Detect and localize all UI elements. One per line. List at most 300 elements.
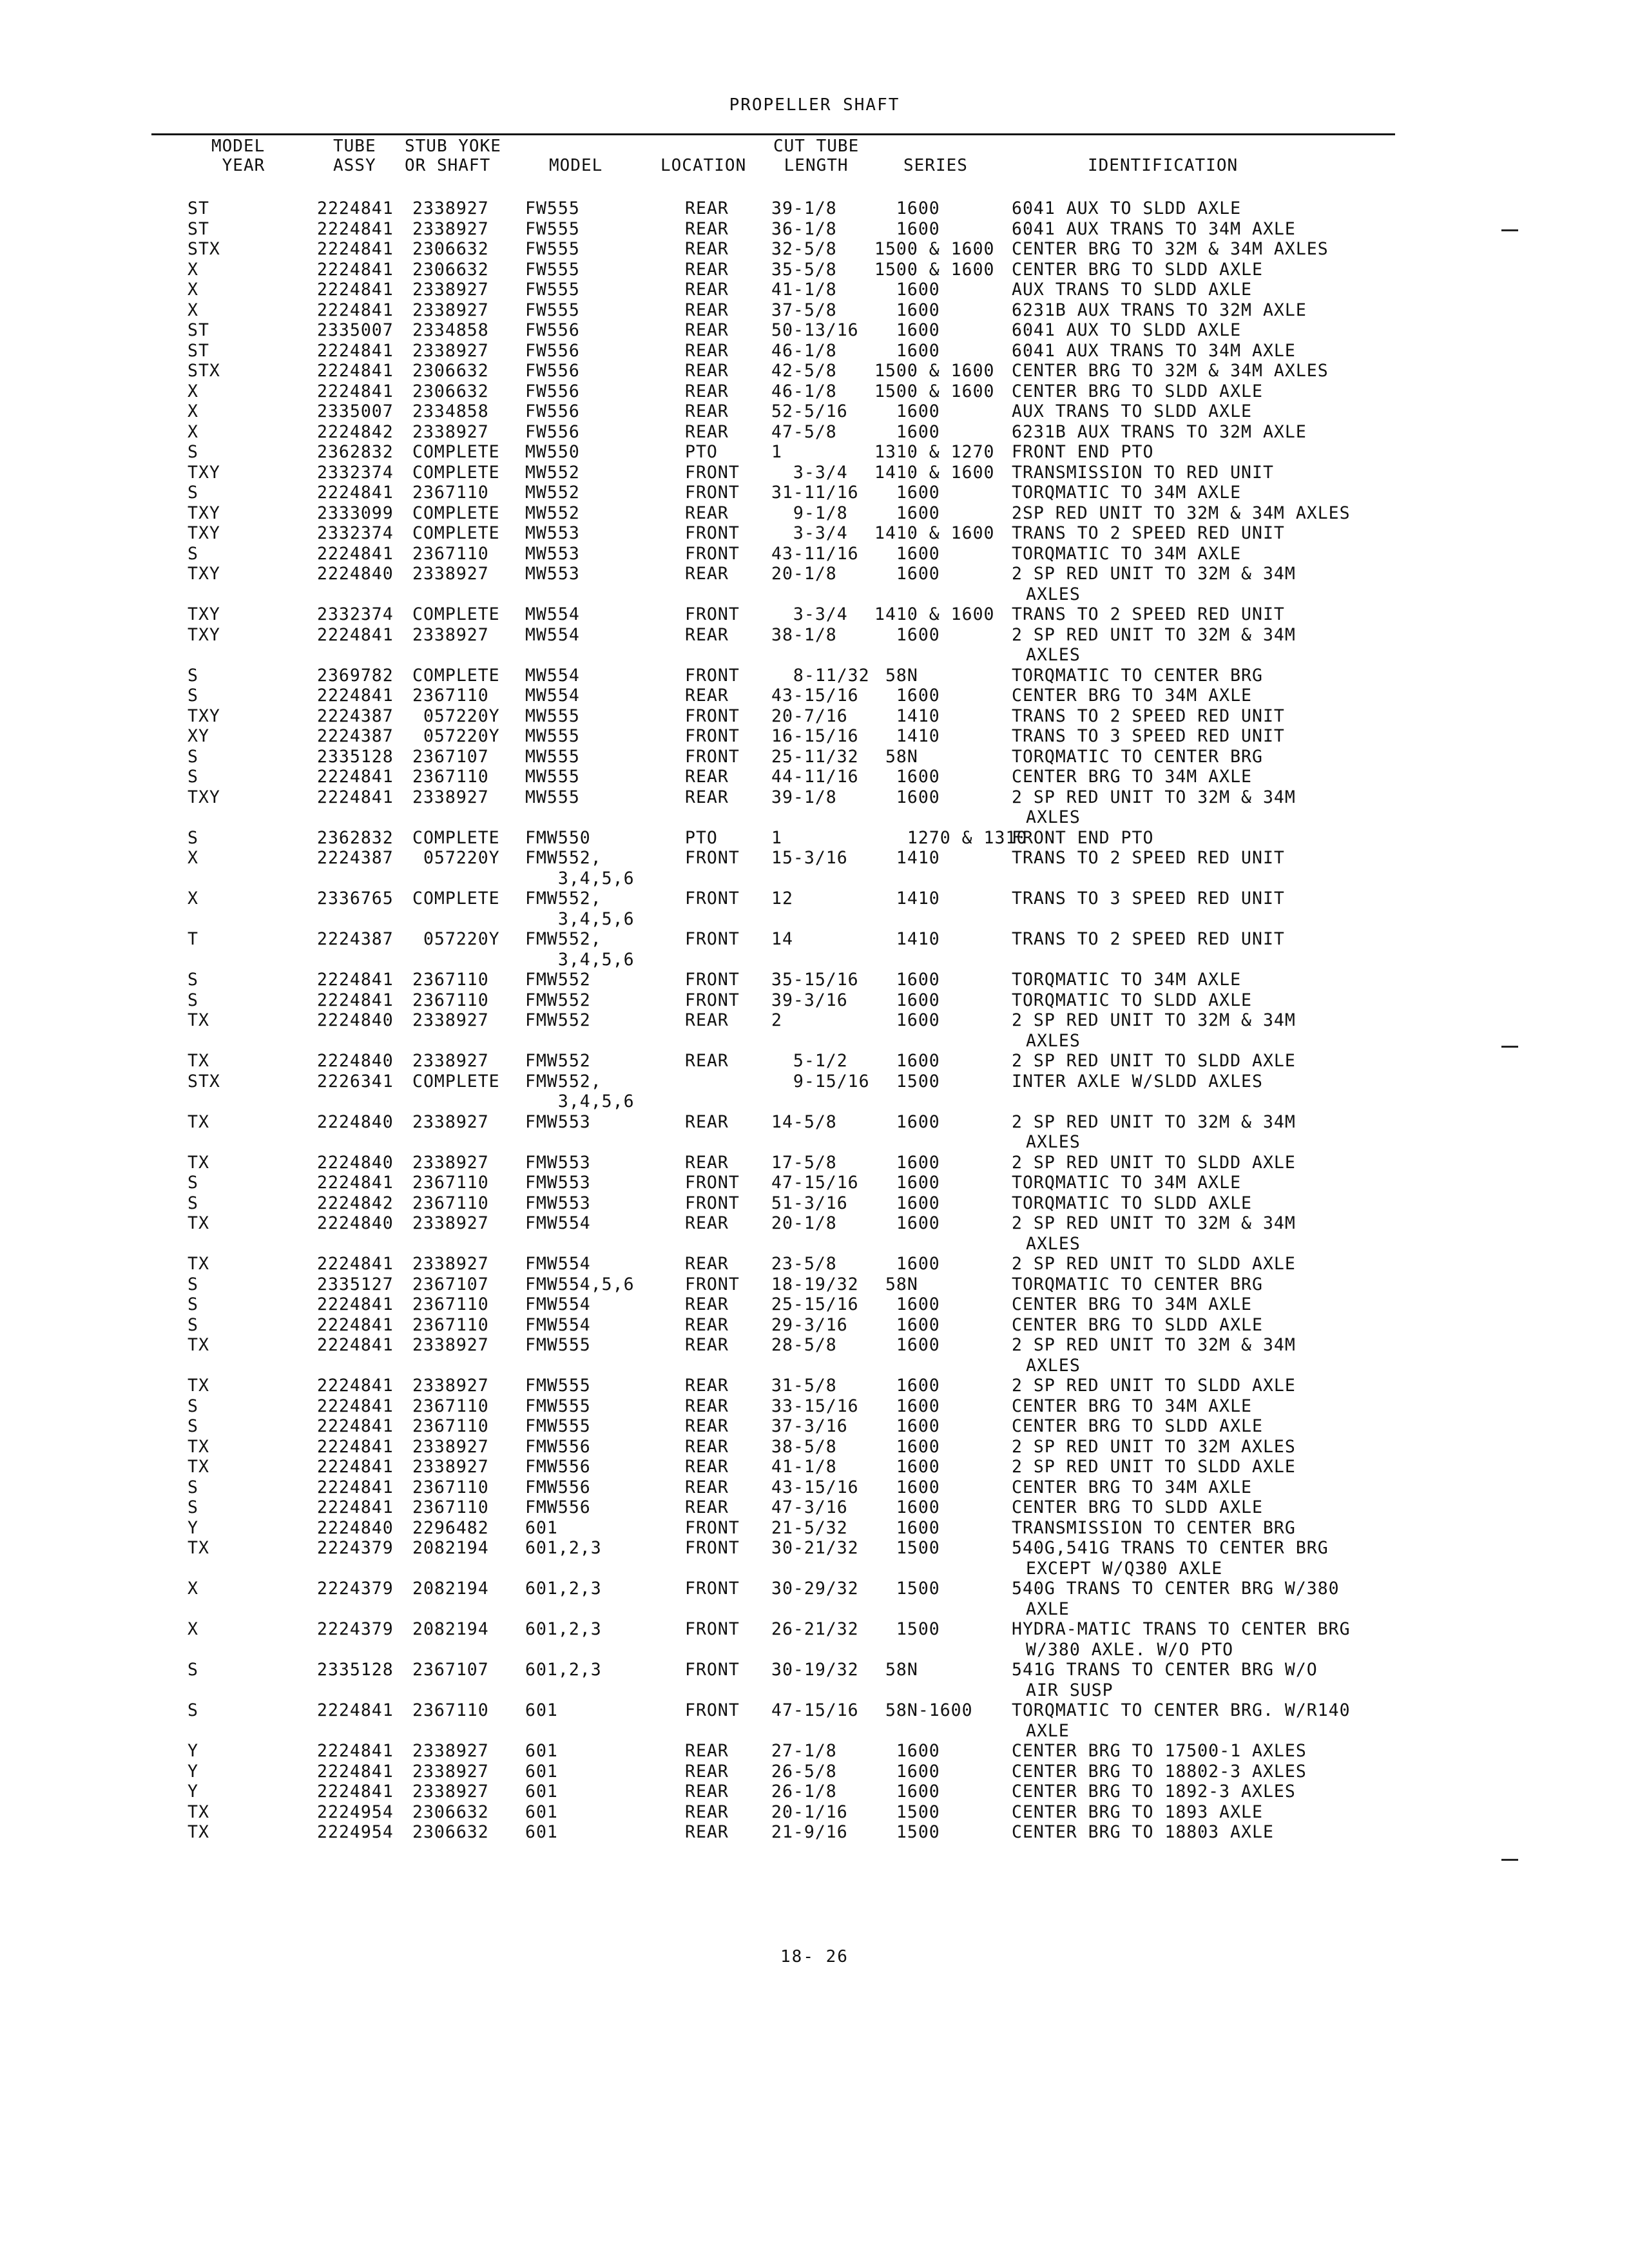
table-row — [0, 1072, 1629, 1092]
cell-ident: 540G,541G TRANS TO CENTER BRG — [1012, 1538, 1329, 1558]
cell-stub: 2338927 — [412, 1254, 489, 1274]
cell-tube: 2224379 — [317, 1619, 394, 1639]
cell-ident: 541G TRANS TO CENTER BRG W/O — [1012, 1660, 1318, 1680]
cell-model: MW552 — [525, 503, 580, 523]
cell-loc: REAR — [685, 340, 729, 361]
cell-loc: FRONT — [685, 483, 740, 503]
cell-ident: TRANS TO 2 SPEED RED UNIT — [1012, 706, 1285, 726]
cell-ident: CENTER BRG TO 1892-3 AXLES — [1012, 1782, 1296, 1802]
cell-series: 1600 — [874, 1213, 940, 1233]
cell-stub: COMPLETE — [412, 442, 500, 462]
cell-tube: 2224387 — [317, 929, 394, 949]
cell-stub: 2338927 — [412, 1051, 489, 1071]
cell-len: 51-3/16 — [771, 1193, 848, 1213]
cell-model: MW554 — [525, 686, 580, 706]
cell-year: ST — [188, 198, 209, 218]
cell-stub: 2338927 — [412, 1111, 489, 1132]
cell-year: TX — [188, 1802, 209, 1822]
cell-loc: REAR — [685, 1314, 729, 1335]
table-row — [0, 706, 1629, 727]
cell-loc: REAR — [685, 767, 729, 787]
cell-ident-cont: AIR SUSP — [1026, 1680, 1113, 1700]
cell-year: TXY — [188, 462, 220, 483]
cell-stub: 2338927 — [412, 1761, 489, 1782]
table-row — [0, 361, 1629, 381]
cell-series: 1600 — [874, 1436, 940, 1457]
cell-series: 1600 — [874, 1497, 940, 1517]
cell-series: 1600 — [874, 767, 940, 787]
cell-loc: REAR — [685, 1254, 729, 1274]
cell-ident: AUX TRANS TO SLDD AXLE — [1012, 401, 1252, 421]
cell-len: 16-15/16 — [771, 726, 859, 746]
cell-tube: 2224841 — [317, 198, 394, 218]
cell-ident: CENTER BRG TO SLDD AXLE — [1012, 1497, 1263, 1517]
cell-year: X — [188, 1619, 198, 1639]
cell-len: 3-3/4 — [771, 523, 848, 543]
cell-ident: FRONT END PTO — [1012, 827, 1154, 848]
cell-loc: REAR — [685, 1802, 729, 1822]
table-row-continuation — [0, 1640, 1629, 1660]
cell-year: X — [188, 1579, 198, 1599]
cell-stub: 2367110 — [412, 1193, 489, 1213]
cell-ident: CENTER BRG TO 18802-3 AXLES — [1012, 1761, 1307, 1782]
cell-model: FW555 — [525, 300, 580, 320]
cell-series: 1600 — [874, 1761, 940, 1782]
cell-series: 1600 — [874, 564, 940, 584]
cell-tube: 2224387 — [317, 726, 394, 746]
cell-len: 32-5/8 — [771, 239, 837, 259]
cell-ident: TRANSMISSION TO CENTER BRG — [1012, 1517, 1296, 1538]
cell-tube: 2224842 — [317, 1193, 394, 1213]
cell-ident: 2 SP RED UNIT TO SLDD AXLE — [1012, 1376, 1296, 1396]
cell-loc: FRONT — [685, 543, 740, 564]
cell-tube: 2332374 — [317, 523, 394, 543]
cell-model: MW553 — [525, 543, 580, 564]
cell-tube: 2224841 — [317, 280, 394, 300]
cell-len: 46-1/8 — [771, 340, 837, 361]
cell-loc: REAR — [685, 686, 729, 706]
cell-tube: 2226341 — [317, 1071, 394, 1091]
cell-len: 9-15/16 — [771, 1071, 870, 1091]
cell-ident: CENTER BRG TO 34M AXLE — [1012, 1294, 1252, 1314]
cell-tube: 2224841 — [317, 300, 394, 320]
cell-ident: CENTER BRG TO 1893 AXLE — [1012, 1802, 1263, 1822]
cell-ident-cont: AXLES — [1026, 645, 1081, 665]
cell-loc: PTO — [685, 442, 718, 462]
cell-ident: TORQMATIC TO 34M AXLE — [1012, 970, 1242, 990]
cell-model: FMW555 — [525, 1376, 591, 1396]
table-row — [0, 787, 1629, 808]
cell-model: MW552 — [525, 483, 580, 503]
cell-tube: 2224841 — [317, 1416, 394, 1436]
cell-tube: 2362832 — [317, 442, 394, 462]
cell-model: 601,2,3 — [525, 1660, 602, 1680]
cell-len: 20-7/16 — [771, 706, 848, 726]
cell-year: TX — [188, 1051, 209, 1071]
table-row — [0, 889, 1629, 909]
cell-series: 1500 & 1600 — [874, 259, 995, 280]
cell-loc: REAR — [685, 320, 729, 340]
table-row — [0, 1274, 1629, 1295]
cell-loc: REAR — [685, 1335, 729, 1355]
table-row — [0, 280, 1629, 300]
table-row-continuation — [0, 1680, 1629, 1701]
cell-tube: 2332374 — [317, 462, 394, 483]
cell-ident: TORQMATIC TO SLDD AXLE — [1012, 1193, 1252, 1213]
cell-tube: 2224840 — [317, 1213, 394, 1233]
cell-year: S — [188, 746, 198, 767]
cell-ident: 6041 AUX TO SLDD AXLE — [1012, 320, 1242, 340]
table-row-continuation — [0, 1559, 1629, 1579]
cell-year: ST — [188, 320, 209, 340]
table-row — [0, 1173, 1629, 1193]
cell-model: FMW552, — [525, 889, 602, 908]
cell-year: X — [188, 300, 198, 320]
table-row-continuation — [0, 1091, 1629, 1112]
cell-model: MW555 — [525, 746, 580, 767]
cell-series: 1600 — [874, 503, 940, 523]
cell-len: 20-1/8 — [771, 564, 837, 584]
cell-stub: 2334858 — [412, 401, 489, 421]
cell-year: TXY — [188, 624, 220, 645]
cell-year: Y — [188, 1517, 198, 1538]
cell-len: 26-21/32 — [771, 1619, 859, 1639]
cell-len: 30-19/32 — [771, 1660, 859, 1680]
cell-ident: TRANS TO 2 SPEED RED UNIT — [1012, 523, 1285, 543]
cell-ident-cont: AXLES — [1026, 1355, 1081, 1376]
cell-tube: 2224840 — [317, 1152, 394, 1173]
header-model: MODEL — [549, 156, 603, 175]
cell-year: S — [188, 483, 198, 503]
table-row — [0, 442, 1629, 463]
cell-len: 33-15/16 — [771, 1396, 859, 1416]
cell-series: 1310 & 1270 — [874, 442, 995, 462]
cell-year: X — [188, 259, 198, 280]
cell-stub: COMPLETE — [412, 503, 500, 523]
cell-stub: 2338927 — [412, 421, 489, 442]
cell-len: 17-5/8 — [771, 1152, 837, 1173]
cell-len: 26-5/8 — [771, 1761, 837, 1782]
table-row-continuation — [0, 1356, 1629, 1376]
cell-tube: 2224840 — [317, 1111, 394, 1132]
cell-stub: 2338927 — [412, 787, 489, 807]
table-row — [0, 1802, 1629, 1823]
cell-len: 20-1/8 — [771, 1213, 837, 1233]
cell-len: 39-1/8 — [771, 198, 837, 218]
header-series: SERIES — [903, 156, 968, 175]
cell-loc: REAR — [685, 787, 729, 807]
table-row — [0, 625, 1629, 646]
cell-series: 1410 & 1600 — [874, 604, 995, 624]
cell-series: 1500 & 1600 — [874, 361, 995, 381]
cell-series: 1600 — [874, 1396, 940, 1416]
cell-tube: 2224841 — [317, 1700, 394, 1720]
margin-mark — [1501, 1046, 1518, 1048]
cell-stub: 2338927 — [412, 564, 489, 584]
header-location: LOCATION — [660, 156, 747, 175]
cell-stub: 2338927 — [412, 1741, 489, 1761]
table-row-continuation — [0, 584, 1629, 605]
cell-tube: 2224841 — [317, 543, 394, 564]
cell-series: 1600 — [874, 340, 940, 361]
cell-loc: FRONT — [685, 1538, 740, 1558]
cell-loc: REAR — [685, 1396, 729, 1416]
cell-len: 47-5/8 — [771, 421, 837, 442]
table-row — [0, 1051, 1629, 1072]
table-row — [0, 848, 1629, 869]
cell-year: TX — [188, 1152, 209, 1173]
cell-loc: REAR — [685, 421, 729, 442]
cell-series: 1600 — [874, 787, 940, 807]
cell-stub: 2338927 — [412, 300, 489, 320]
cell-len: 26-1/8 — [771, 1782, 837, 1802]
cell-series: 1600 — [874, 320, 940, 340]
table-row — [0, 1660, 1629, 1680]
cell-year: TX — [188, 1538, 209, 1558]
cell-series: 1600 — [874, 300, 940, 320]
cell-stub: 2367110 — [412, 1416, 489, 1436]
cell-model: MW554 — [525, 624, 580, 645]
cell-stub: 2338927 — [412, 280, 489, 300]
cell-len: 38-1/8 — [771, 624, 837, 645]
cell-len: 43-15/16 — [771, 686, 859, 706]
table-row-continuation — [0, 1599, 1629, 1620]
cell-tube: 2224954 — [317, 1802, 394, 1822]
cell-series: 1600 — [874, 483, 940, 503]
cell-ident: 2 SP RED UNIT TO 32M & 34M — [1012, 564, 1296, 584]
cell-model: MW552 — [525, 462, 580, 483]
cell-tube: 2224379 — [317, 1579, 394, 1599]
cell-series: 1500 — [874, 1802, 940, 1822]
table-row — [0, 503, 1629, 524]
cell-model: 601,2,3 — [525, 1538, 602, 1558]
cell-year: STX — [188, 361, 220, 381]
cell-ident: CENTER BRG TO SLDD AXLE — [1012, 259, 1263, 280]
cell-year: TX — [188, 1436, 209, 1457]
cell-loc: REAR — [685, 1497, 729, 1517]
cell-loc: REAR — [685, 1294, 729, 1314]
cell-loc: REAR — [685, 280, 729, 300]
table-row — [0, 1497, 1629, 1518]
shaft-table — [0, 198, 1629, 1843]
cell-model: FMW553 — [525, 1152, 591, 1173]
cell-tube: 2332374 — [317, 604, 394, 624]
cell-year: Y — [188, 1741, 198, 1761]
cell-stub: 2306632 — [412, 1802, 489, 1822]
table-row — [0, 1457, 1629, 1477]
cell-series: 1600 — [874, 686, 940, 706]
cell-year: X — [188, 381, 198, 401]
cell-model: FW555 — [525, 280, 580, 300]
cell-tube: 2335007 — [317, 320, 394, 340]
table-row — [0, 747, 1629, 767]
cell-series: 1600 — [874, 1782, 940, 1802]
cell-len: 20-1/16 — [771, 1802, 848, 1822]
cell-series: 1600 — [874, 218, 940, 239]
cell-model: 601 — [525, 1741, 558, 1761]
cell-series: 1410 & 1600 — [874, 523, 995, 543]
cell-loc: REAR — [685, 198, 729, 218]
cell-ident: TORQMATIC TO CENTER BRG — [1012, 1274, 1263, 1294]
margin-mark — [1501, 1859, 1518, 1861]
cell-series: 58N — [874, 665, 918, 686]
cell-loc: FRONT — [685, 848, 740, 868]
cell-tube: 2224840 — [317, 1517, 394, 1538]
table-row — [0, 260, 1629, 280]
cell-series: 1600 — [874, 1193, 940, 1213]
cell-year: TX — [188, 1254, 209, 1274]
cell-len: 31-5/8 — [771, 1376, 837, 1396]
cell-ident: 2 SP RED UNIT TO 32M & 34M — [1012, 1213, 1296, 1233]
cell-stub: 2367110 — [412, 1700, 489, 1720]
table-row — [0, 1153, 1629, 1173]
cell-stub: 2338927 — [412, 1335, 489, 1355]
cell-model-cont: 3,4,5,6 — [525, 949, 635, 970]
cell-year: S — [188, 543, 198, 564]
cell-tube: 2224841 — [317, 1761, 394, 1782]
cell-model: MW555 — [525, 767, 580, 787]
cell-stub: 2367110 — [412, 1314, 489, 1335]
cell-tube: 2335128 — [317, 746, 394, 767]
cell-ident: AUX TRANS TO SLDD AXLE — [1012, 280, 1252, 300]
cell-model: FMW552, — [525, 848, 602, 868]
cell-ident: 6231B AUX TRANS TO 32M AXLE — [1012, 300, 1307, 320]
cell-model: FMW556 — [525, 1477, 591, 1497]
cell-series: 1600 — [874, 1335, 940, 1355]
header-rule — [151, 133, 1395, 135]
cell-model: MW554 — [525, 604, 580, 624]
cell-ident: CENTER BRG TO 32M & 34M AXLES — [1012, 239, 1329, 259]
cell-stub: 057220Y — [412, 848, 500, 868]
cell-tube: 2224840 — [317, 564, 394, 584]
cell-len: 8-11/32 — [771, 665, 870, 686]
cell-series: 1600 — [874, 1477, 940, 1497]
cell-tube: 2369782 — [317, 665, 394, 686]
cell-stub: 2338927 — [412, 1010, 489, 1030]
cell-series: 1500 & 1600 — [874, 381, 995, 401]
cell-year: ST — [188, 218, 209, 239]
cell-model: FMW556 — [525, 1436, 591, 1457]
table-row — [0, 463, 1629, 483]
cell-model: 601 — [525, 1517, 558, 1538]
cell-ident: CENTER BRG TO 34M AXLE — [1012, 1396, 1252, 1416]
table-row — [0, 320, 1629, 341]
cell-len: 30-21/32 — [771, 1538, 859, 1558]
cell-tube: 2224841 — [317, 1782, 394, 1802]
cell-stub: 2306632 — [412, 239, 489, 259]
cell-stub: 2338927 — [412, 624, 489, 645]
cell-year: XY — [188, 726, 209, 746]
cell-loc: REAR — [685, 1477, 729, 1497]
cell-stub: 2367107 — [412, 1274, 489, 1294]
cell-series: 1600 — [874, 543, 940, 564]
cell-model: FW556 — [525, 361, 580, 381]
cell-year: X — [188, 421, 198, 442]
cell-ident: 2 SP RED UNIT TO 32M & 34M — [1012, 1335, 1296, 1355]
cell-series: 1500 — [874, 1619, 940, 1639]
cell-len: 21-5/32 — [771, 1517, 848, 1538]
cell-loc: FRONT — [685, 462, 740, 483]
cell-loc: REAR — [685, 1761, 729, 1782]
cell-len: 43-11/16 — [771, 543, 859, 564]
cell-year: S — [188, 1497, 198, 1517]
cell-series: 1600 — [874, 1051, 940, 1071]
cell-ident: TRANS TO 3 SPEED RED UNIT — [1012, 726, 1285, 746]
cell-series: 1600 — [874, 624, 940, 645]
cell-loc: FRONT — [685, 726, 740, 746]
cell-stub: COMPLETE — [412, 665, 500, 686]
cell-series: 58N — [874, 1660, 918, 1680]
table-row — [0, 726, 1629, 747]
cell-model: FMW556 — [525, 1457, 591, 1477]
cell-series: 1600 — [874, 1254, 940, 1274]
cell-ident: CENTER BRG TO 18803 AXLE — [1012, 1822, 1274, 1842]
table-row — [0, 401, 1629, 422]
table-row — [0, 828, 1629, 849]
cell-ident-cont: AXLE — [1026, 1599, 1070, 1619]
cell-stub: 2082194 — [412, 1619, 489, 1639]
cell-len: 42-5/8 — [771, 361, 837, 381]
table-row — [0, 1396, 1629, 1417]
cell-stub: 2082194 — [412, 1579, 489, 1599]
cell-len: 3-3/4 — [771, 462, 848, 483]
cell-stub: 2367110 — [412, 1497, 489, 1517]
cell-stub: 2338927 — [412, 1436, 489, 1457]
cell-stub: 2296482 — [412, 1517, 489, 1538]
table-row — [0, 1782, 1629, 1802]
cell-model: MW555 — [525, 726, 580, 746]
cell-stub: 2367110 — [412, 1294, 489, 1314]
cell-tube: 2224841 — [317, 218, 394, 239]
cell-stub: 2334858 — [412, 320, 489, 340]
cell-ident: CENTER BRG TO 34M AXLE — [1012, 1477, 1252, 1497]
cell-loc: REAR — [685, 381, 729, 401]
table-row — [0, 544, 1629, 564]
cell-ident-cont: AXLES — [1026, 1030, 1081, 1051]
cell-model: FMW555 — [525, 1335, 591, 1355]
cell-series: 1500 & 1600 — [874, 239, 995, 259]
cell-series: 1600 — [874, 970, 940, 990]
cell-loc: REAR — [685, 1436, 729, 1457]
cell-model: 601 — [525, 1700, 558, 1720]
cell-tube: 2224841 — [317, 787, 394, 807]
cell-stub: 2338927 — [412, 1152, 489, 1173]
cell-ident: 2 SP RED UNIT TO 32M AXLES — [1012, 1436, 1296, 1457]
table-row — [0, 1619, 1629, 1640]
cell-loc: FRONT — [685, 1173, 740, 1193]
cell-tube: 2224841 — [317, 1457, 394, 1477]
cell-stub: 2338927 — [412, 1376, 489, 1396]
cell-loc: FRONT — [685, 929, 740, 949]
cell-tube: 2224387 — [317, 848, 394, 868]
cell-tube: 2362832 — [317, 827, 394, 848]
cell-model: FMW554 — [525, 1254, 591, 1274]
cell-series: 1600 — [874, 1416, 940, 1436]
cell-series: 1500 — [874, 1538, 940, 1558]
cell-loc: FRONT — [685, 1193, 740, 1213]
cell-loc: REAR — [685, 1051, 729, 1071]
cell-year: S — [188, 970, 198, 990]
cell-year: S — [188, 686, 198, 706]
cell-year: X — [188, 401, 198, 421]
cell-tube: 2224841 — [317, 1477, 394, 1497]
cell-stub: 2367110 — [412, 990, 489, 1010]
cell-series: 1600 — [874, 401, 940, 421]
cell-len: 29-3/16 — [771, 1314, 848, 1335]
cell-loc: REAR — [685, 1010, 729, 1030]
cell-model: MW553 — [525, 523, 580, 543]
table-row-continuation — [0, 869, 1629, 889]
